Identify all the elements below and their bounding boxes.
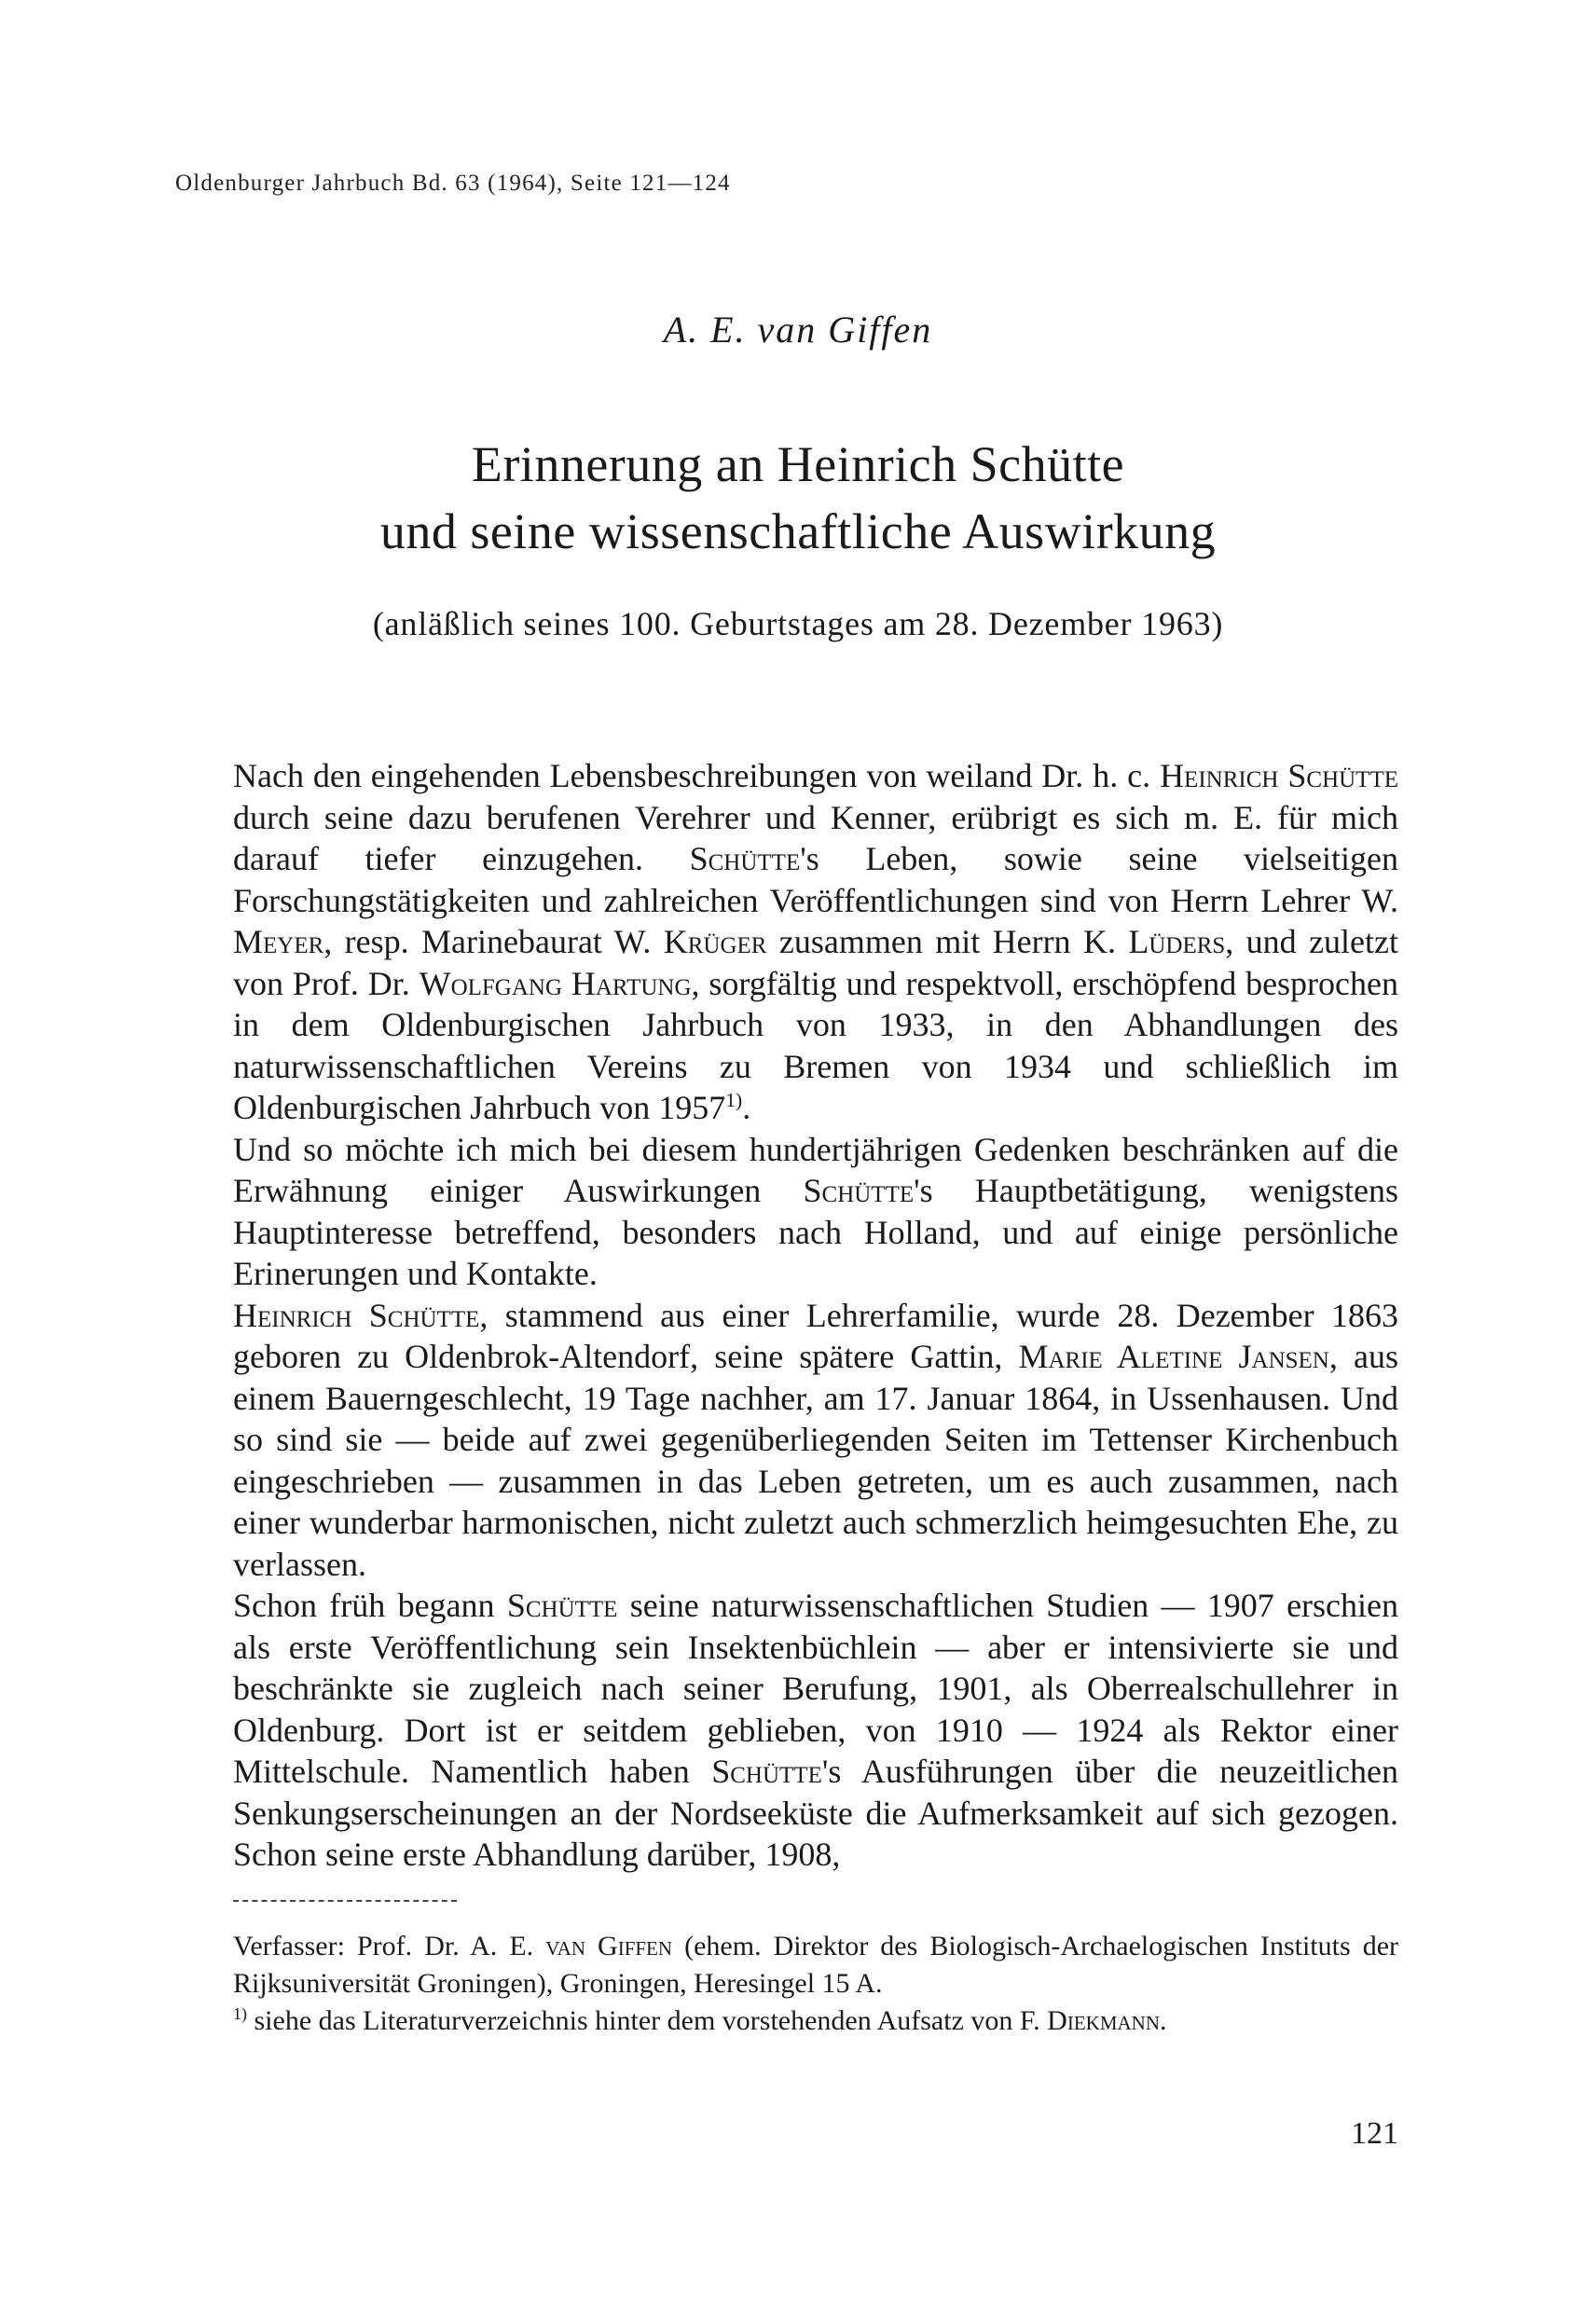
text-span: 's Ausführungen über die neuzeitlichen Senkungserscheinungen an der Nordseeküste die Aufmerksamkeit auf sich gezogen. Schon seine erste Abhandlung darüber, 1908, (233, 1753, 1398, 1873)
person-name: Wolfgang Hartung (419, 964, 692, 1002)
person-name: Lüders (1128, 923, 1226, 960)
title-line-2: und seine wissenschaftliche Auswirkung (379, 503, 1217, 559)
person-name: Marie Aletine Jansen (1018, 1338, 1329, 1375)
text-span: siehe das Literaturverzeichnis hinter dem vorstehenden Aufsatz von F. (247, 2005, 1048, 2036)
text-span: 's Leben, sowie seine vielseitigen Forschungstätigkeiten und zahlreichen Veröffentlichungen sind von Herrn Lehrer W. (233, 840, 1399, 919)
text-span: , und zuletzt von Prof. Dr. (233, 923, 1399, 1002)
author-name: A. E. van Giffen (663, 309, 933, 351)
text-span: , stammend aus einer Lehrerfamilie, wurde 28. Dezember 1863 geboren zu Oldenbrok-Altendorf, seine spätere Gattin, (233, 1296, 1398, 1375)
footnote-author (233, 1928, 1398, 2002)
person-name: Diekmann (1047, 2005, 1160, 2036)
paragraph-2 (233, 1129, 1398, 1295)
person-name: Schütte (506, 1587, 618, 1624)
text-span: (ehem. Direktor des Biologisch-Archaelogischen Instituts der Rijksuniversität Groningen), Groningen, Heresingel 15 A. (233, 1931, 1398, 1999)
title-line-1: Erinnerung an Heinrich Schütte (471, 436, 1125, 492)
article-body (233, 755, 1398, 1876)
paragraph-3 (233, 1295, 1398, 1586)
text-span: . (742, 1089, 751, 1126)
person-name: Schütte (803, 1172, 915, 1209)
paragraph-4 (233, 1585, 1398, 1876)
person-name: Krüger (663, 923, 767, 960)
running-header: Oldenburger Jahrbuch Bd. 63 (1964), Seite 121—124 (175, 171, 731, 196)
text-span: , aus einem Bauerngeschlecht, 19 Tage nachher, am 17. Januar 1864, in Ussenhausen. Und so sind sie — beide auf zwei gegenüberliegenden Seiten im Tettenser Kirchenbuch eingeschrieben — zusammen in das Leben getreten, um es auch zusammen, nach einer wunderbar harmonischen, nicht zuletzt auch schmerzlich heimgesuchten Ehe, zu verlassen. (233, 1338, 1398, 1583)
paragraph-1 (233, 755, 1398, 1129)
text-span: Und so möchte ich mich bei diesem hundertjährigen Gedenken beschränken auf die Erwähnung einiger Auswirkungen (233, 1130, 1398, 1209)
footnote-marker: 1) (233, 2004, 247, 2023)
footnote-reference[interactable]: 1) (725, 1089, 743, 1111)
text-span: . (1160, 2005, 1167, 2036)
text-span: zusammen mit Herrn K. (766, 923, 1129, 960)
text-span: , resp. Marinebaurat W. (323, 923, 664, 960)
footnotes (233, 1928, 1398, 2040)
person-name: Meyer (233, 923, 324, 960)
person-name: Heinrich Schütte (233, 1296, 480, 1334)
text-span: , sorgfältig und respektvoll, erschöpfend besprochen in dem Oldenburgischen Jahrbuch von 1933, in den Abhandlungen des naturwissenschaftlichen Vereins zu Bremen von 1934 und schließlich im Oldenburgischen Jahrbuch von 1957 (233, 964, 1398, 1126)
person-name: van Giffen (545, 1931, 673, 1961)
person-name: Schütte (711, 1753, 822, 1790)
person-name: Schütte (689, 840, 801, 877)
text-span: Schon früh begann (233, 1587, 507, 1624)
page-number: 121 (1351, 2116, 1398, 2151)
article-subtitle: (anläßlich seines 100. Geburtstages am 28. Dezember 1963) (372, 605, 1224, 642)
article-title (0, 431, 1596, 565)
text-span: Verfasser: Prof. Dr. A. E. (233, 1931, 546, 1961)
text-span: seine naturwissenschaftlichen Studien — 1907 erschien als erste Veröffentlichung sein Insektenbüchlein — aber er intensivierte sie und beschränkte sie zugleich nach seiner Berufung, 1901, als Oberrealschullehrer in Oldenburg. Dort ist er seitdem geblieben, von 1910 — 1924 als Rektor einer Mittelschule. Namentlich haben (233, 1587, 1399, 1790)
text-span: 's Hauptbetätigung, wenigstens Hauptinteresse betreffend, besonders nach Holland, und auf einige persönliche Erinerungen und Kontakte. (233, 1172, 1398, 1292)
footnote-separator (233, 1900, 457, 1902)
person-name: Heinrich Schütte (1160, 757, 1398, 794)
footnote-1 (233, 2002, 1398, 2040)
text-span: Nach den eingehenden Lebensbeschreibungen von weiland Dr. h. c. (233, 757, 1151, 794)
text-span: durch seine dazu berufenen Verehrer und Kenner, erübrigt es sich m. E. für mich darauf tiefer einzugehen. (233, 798, 1398, 877)
